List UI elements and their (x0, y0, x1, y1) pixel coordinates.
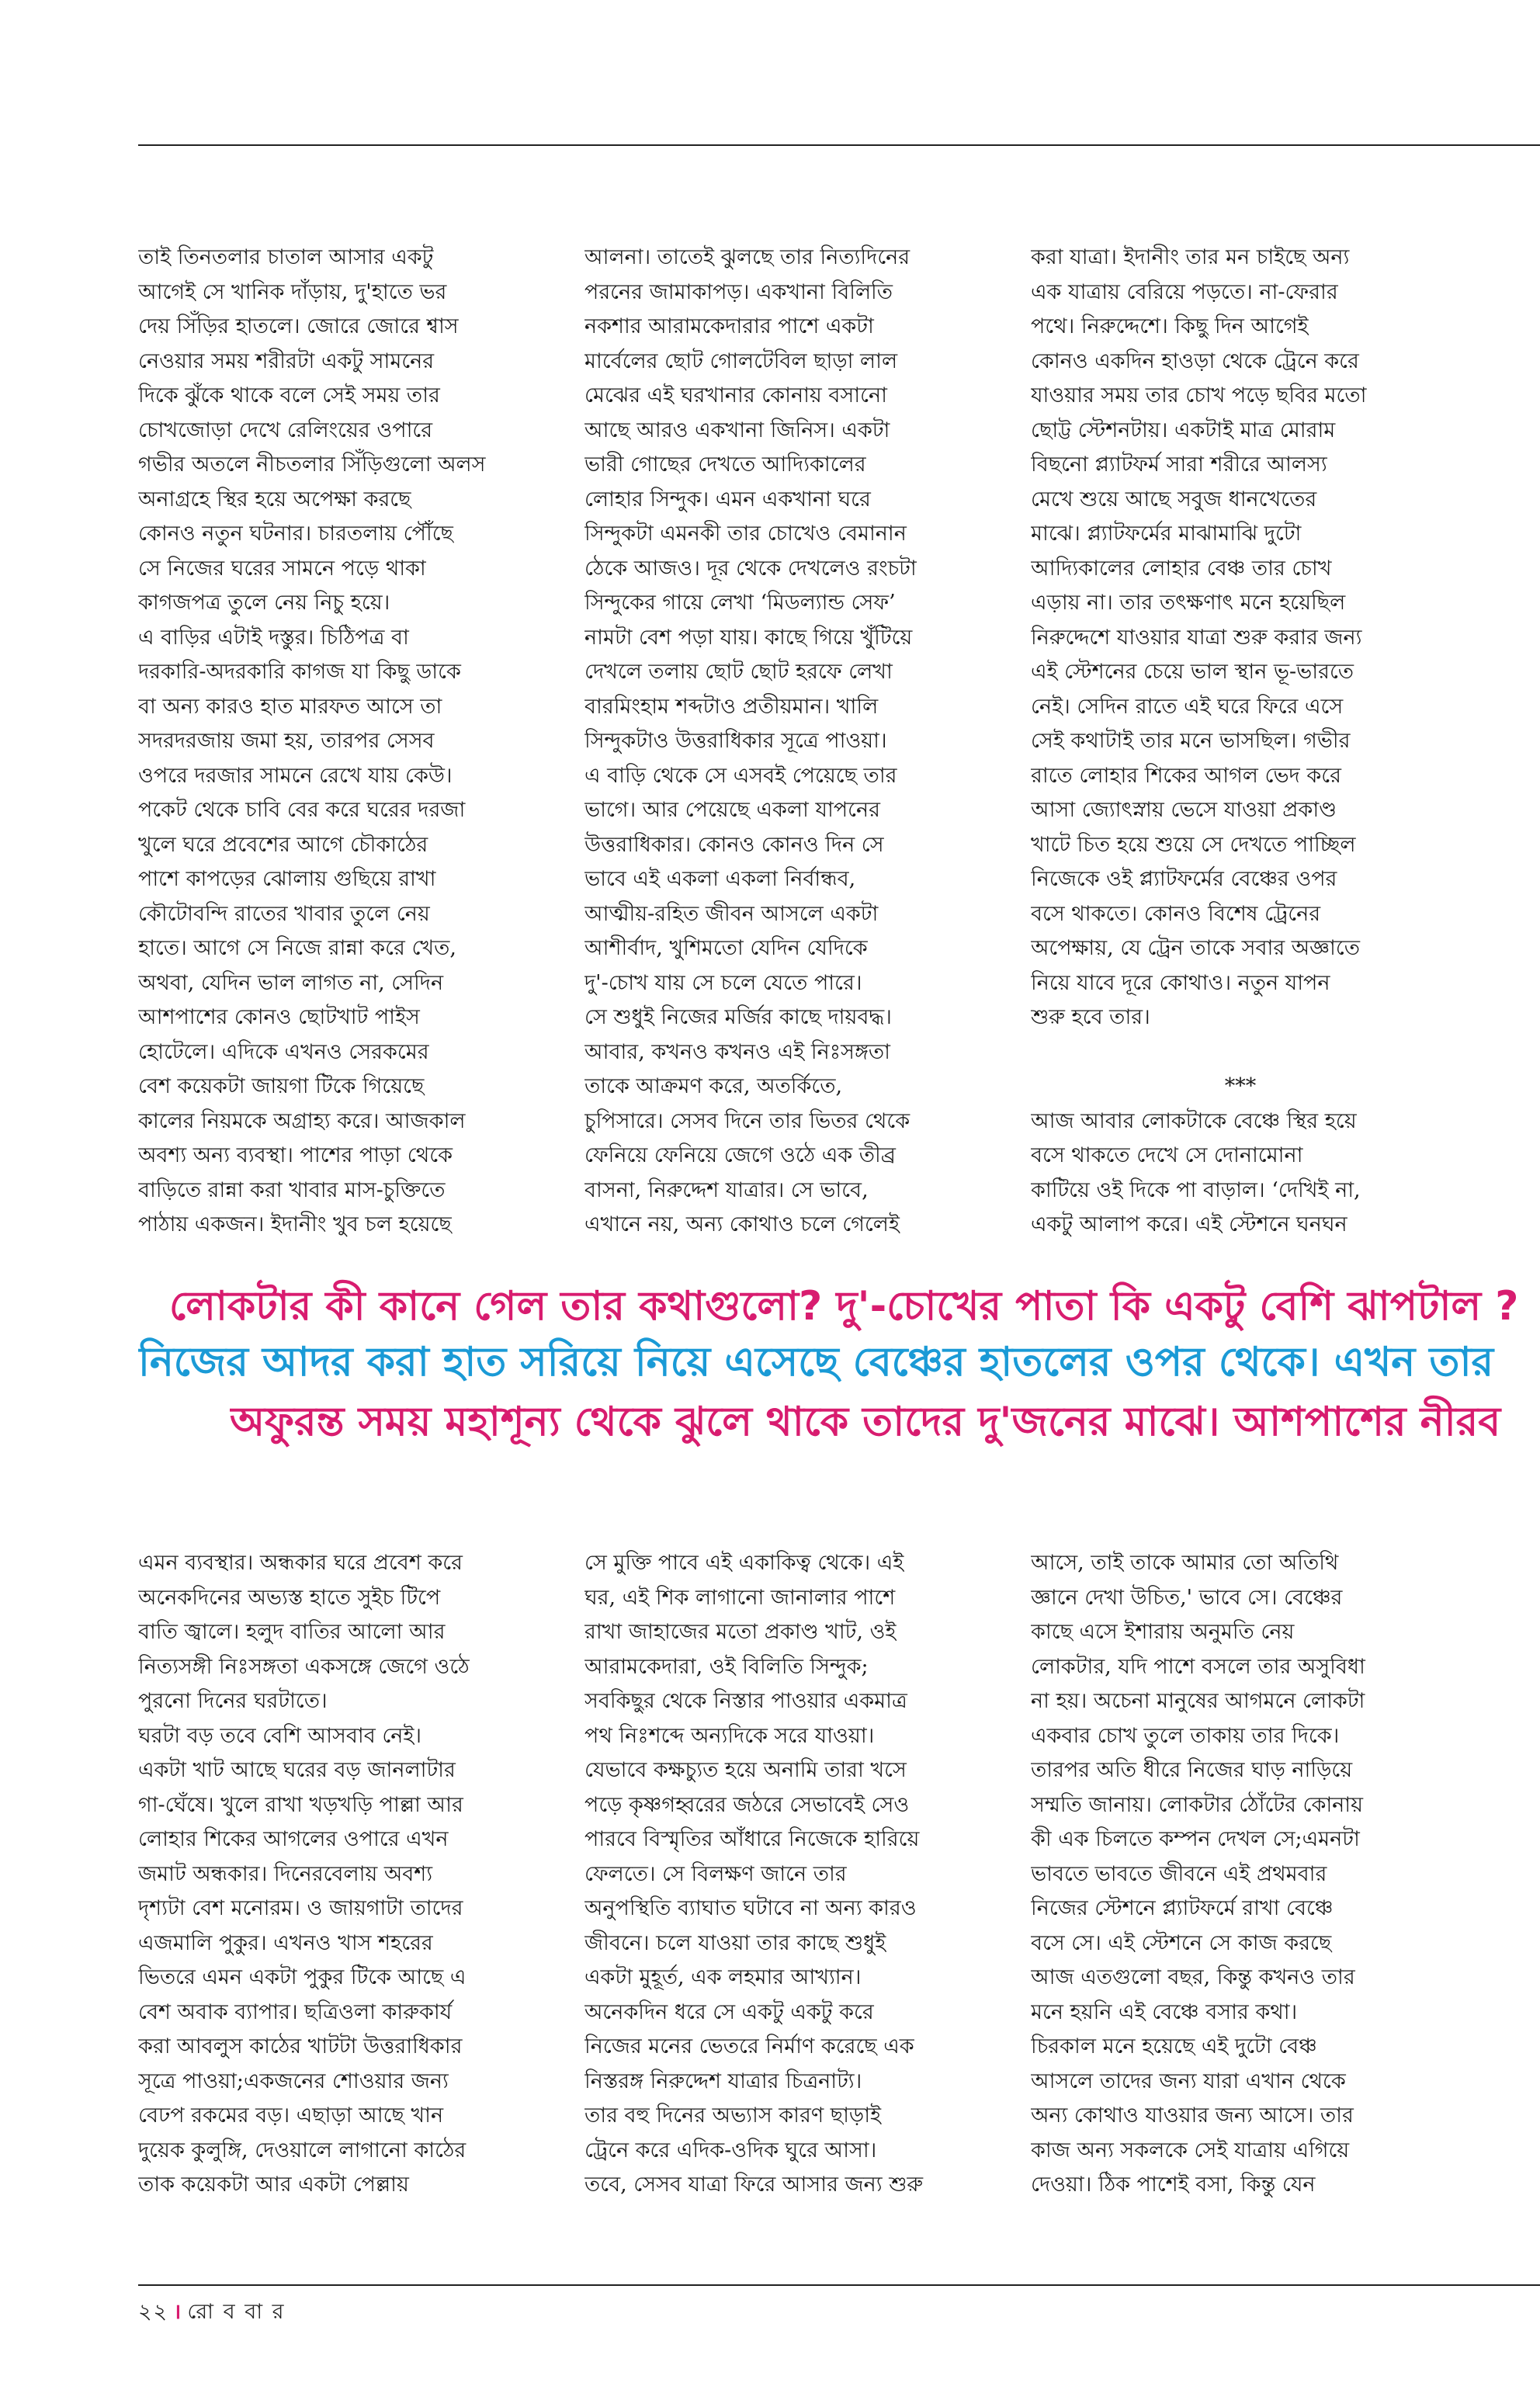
text-line (1031, 1035, 1450, 1070)
text-line: নেওয়ার সময় শরীরটা একটু সামনের (138, 349, 435, 373)
text-line: নিস্তরঙ্গ নিরুদ্দেশ যাত্রার চিত্রনাট্য। (584, 2069, 862, 2093)
text-line: ট্রেনে করে এদিক-ওদিক ঘুরে আসা। (584, 2138, 877, 2162)
bottom-rule (138, 2284, 1540, 2286)
text-line: গা-ঘেঁষে। খুলে রাখা খড়খড়ি পাল্লা আর (138, 1792, 463, 1817)
text-line: উত্তরাধিকার। কোনও কোনও দিন সে (584, 832, 884, 857)
text-line: আত্মীয়-রহিত জীবন আসলে একটা (584, 901, 879, 926)
text-line: দেখলে তলায় ছোট ছোট হরফে লেখা (584, 660, 893, 684)
text-line: জমাট অন্ধকার। দিনেরবেলায় অবশ্য (138, 1861, 433, 1886)
page-footer (138, 2296, 285, 2331)
text-line: আসা জ্যোৎস্নায় ভেসে যাওয়া প্রকাণ্ড (1031, 798, 1337, 822)
top-rule (138, 144, 1540, 146)
text-line: কৌটোবন্দি রাতের খাবার তুলে নেয় (138, 901, 430, 926)
text-line: বসে থাকতে দেখে সে দোনামোনা (1031, 1143, 1303, 1167)
text-line: পড়ে কৃষ্ণগহ্বরের জঠরে সেভাবেই সেও (584, 1792, 910, 1817)
text-line: বসে সে। এই স্টেশনে সে কাজ করছে (1031, 1930, 1332, 1955)
text-line: দৃশ্যটা বেশ মনোরম। ও জায়গাটা তাদের (138, 1896, 463, 1920)
text-line: কোনও একদিন হাওড়া থেকে ট্রেনে করে (1031, 349, 1359, 373)
text-line: ঘর, এই শিক লাগানো জানালার পাশে (584, 1585, 896, 1610)
text-line: মনে হয়নি এই বেঞ্চে বসার কথা। (1031, 1999, 1298, 2024)
text-line: বারমিংহাম শব্দটাও প্রতীয়মান। খালি (584, 694, 879, 719)
text-line: শুরু হবে তার। (1031, 1005, 1150, 1029)
text-line: আগেই সে খানিক দাঁড়ায়, দু'হাতে ভর (138, 279, 447, 304)
text-line: বা অন্য কারও হাত মারফত আসে তা (138, 694, 442, 719)
text-line: *** (1224, 1074, 1257, 1098)
text-line: নকশার আরামকেদারার পাশে একটা (584, 314, 874, 338)
text-line: নামটা বেশ পড়া যায়। কাছে গিয়ে খুঁটিয়ে (584, 625, 913, 650)
text-line: তারপর অতি ধীরে নিজের ঘাড় নাড়িয়ে (1031, 1758, 1353, 1782)
text-line: কাগজপত্র তুলে নেয় নিচু হয়ে। (138, 591, 390, 615)
text-line: গভীর অতলে নীচতলার সিঁড়িগুলো অলস (138, 453, 486, 477)
text-line: পরনের জামাকাপড়। একখানা বিলিতি (584, 279, 893, 304)
text-line: ফেনিয়ে ফেনিয়ে জেগে ওঠে এক তীব্র (584, 1143, 896, 1167)
text-line: অনেকদিনের অভ্যস্ত হাতে সুইচ টিপে (138, 1585, 441, 1610)
text-line: হোটেলে। এদিকে এখনও সেরকমের (138, 1039, 429, 1064)
text-line: পাঠায় একজন। ইদানীং খুব চল হয়েছে (138, 1212, 452, 1236)
top-column-1 (138, 241, 534, 1243)
text-line: চিরকাল মনে হয়েছে এই দুটো বেঞ্চ (1031, 2034, 1317, 2058)
text-line: বাসনা, নিরুদ্দেশ যাত্রার। সে ভাবে, (584, 1177, 869, 1202)
footer-separator: । (173, 2300, 183, 2324)
text-line: কাটিয়ে ওই দিকে পা বাড়াল। ‘দেখিই না, (1031, 1177, 1361, 1202)
text-line: বেঢপ রকমের বড়। এছাড়া আছে খান (138, 2103, 444, 2128)
bottom-column-3 (1031, 1546, 1450, 2203)
text-line: লোকটার, যদি পাশে বসলে তার অসুবিধা (1031, 1654, 1365, 1679)
text-line: ঘরটা বড় তবে বেশি আসবাব নেই। (138, 1723, 422, 1748)
text-line: বসে থাকতে। কোনও বিশেষ ট্রেনের (1031, 901, 1321, 926)
text-line: আজ আবার লোকটাকে বেঞ্চে স্থির হয়ে (1031, 1108, 1357, 1133)
text-line: মার্বেলের ছোট গোলটেবিল ছাড়া লাল (584, 349, 898, 373)
top-column-3 (1031, 241, 1450, 1243)
text-line: নিরুদ্দেশে যাওয়ার যাত্রা শুরু করার জন্য (1031, 625, 1362, 650)
text-line: পুরনো দিনের ঘরটাতে। (138, 1689, 328, 1713)
bottom-column-1 (138, 1546, 534, 2203)
text-line: নিজেকে ওই প্ল্যাটফর্মের বেঞ্চের ওপর (1031, 867, 1337, 891)
text-line: অথবা, যেদিন ভাল লাগত না, সেদিন (138, 970, 444, 995)
pull-quote-line-1: লোকটার কী কানে গেল তার কথাগুলো? দু'-চোখের পাতা কি একটু বেশি ঝাপটাল ? (169, 1283, 1519, 1330)
text-line: লোহার সিন্দুক। এমন একখানা ঘরে (584, 487, 871, 512)
text-line: যেভাবে কক্ষচ্যুত হয়ে অনামি তারা খসে (584, 1758, 907, 1782)
text-line: রাখা জাহাজের মতো প্রকাণ্ড খাট, ওই (584, 1620, 897, 1644)
text-line: তার বহু দিনের অভ্যাস কারণ ছাড়াই (584, 2103, 882, 2128)
text-line: নিজের মনের ভেতরে নির্মাণ করেছে এক (584, 2034, 914, 2058)
text-line: অবশ্য অন্য ব্যবস্থা। পাশের পাড়া থেকে (138, 1143, 453, 1167)
text-line: ভাগে। আর পেয়েছে একলা যাপনের (584, 798, 880, 822)
text-line: পথে। নিরুদ্দেশে। কিছু দিন আগেই (1031, 314, 1309, 338)
text-line: এমন ব্যবস্থার। অন্ধকার ঘরে প্রবেশ করে (138, 1551, 463, 1575)
text-line: করা যাত্রা। ইদানীং তার মন চাইছে অন্য (1031, 245, 1350, 269)
text-line: তাক কয়েকটা আর একটা পেল্লায় (138, 2173, 409, 2197)
text-line: ফেলতে। সে বিলক্ষণ জানে তার (584, 1861, 847, 1886)
text-line: পথ নিঃশব্দে অন্যদিকে সরে যাওয়া। (584, 1723, 875, 1748)
page-number: ২২ (138, 2300, 169, 2324)
text-line: দেয় সিঁড়ির হাতলে। জোরে জোরে শ্বাস (138, 314, 459, 338)
text-line: দেওয়া। ঠিক পাশেই বসা, কিন্তু যেন (1031, 2173, 1316, 2197)
text-line: ভাবতে ভাবতে জীবনে এই প্রথমবার (1031, 1861, 1327, 1886)
text-line: তাকে আক্রমণ করে, অতর্কিতে, (584, 1074, 843, 1098)
text-line: করা আবলুস কাঠের খাটটা উত্তরাধিকার (138, 2034, 463, 2058)
text-line: একটা মুহূর্ত, এক লহমার আখ্যান। (584, 1965, 862, 1989)
text-line: রাতে লোহার শিকের আগল ভেদ করে (1031, 763, 1341, 788)
text-line: একটু আলাপ করে। এই স্টেশনে ঘনঘন (1031, 1212, 1348, 1236)
text-line: লোহার শিকের আগলের ওপারে এখন (138, 1827, 449, 1851)
text-line: সে মুক্তি পাবে এই একাকিত্ব থেকে। এই (584, 1551, 904, 1575)
text-line: ঠেকে আজও। দূর থেকে দেখলেও রংচটা (584, 556, 917, 581)
text-line: এক যাত্রায় বেরিয়ে পড়তে। না-ফেরার (1031, 279, 1338, 304)
text-line: সূত্রে পাওয়া;একজনের শোওয়ার জন্য (138, 2069, 449, 2093)
text-line: অনুপস্থিতি ব্যাঘাত ঘটাবে না অন্য কারও (584, 1896, 917, 1920)
text-line: মেঝের এই ঘরখানার কোনায় বসানো (584, 383, 887, 408)
text-line: তাই তিনতলার চাতাল আসার একটু (138, 245, 434, 269)
text-line: একটা খাট আছে ঘরের বড় জানলাটার (138, 1758, 456, 1782)
text-line: আলনা। তাতেই ঝুলছে তার নিত্যদিনের (584, 245, 910, 269)
text-line: নিয়ে যাবে দূরে কোথাও। নতুন যাপন (1031, 970, 1330, 995)
text-line: দিকে ঝুঁকে থাকে বলে সেই সময় তার (138, 383, 440, 408)
text-line: নিত্যসঙ্গী নিঃসঙ্গতা একসঙ্গে জেগে ওঠে (138, 1654, 470, 1679)
text-line: আজ এতগুলো বছর, কিন্তু কখনও তার (1031, 1965, 1355, 1989)
text-line: সম্মতি জানায়। লোকটার ঠোঁটের কোনায় (1031, 1792, 1364, 1817)
text-line: এড়ায় না। তার তৎক্ষণাৎ মনে হয়েছিল (1031, 591, 1346, 615)
text-line: সদরদরজায় জমা হয়, তারপর সেসব (138, 729, 435, 753)
text-line: আবার, কখনও কখনও এই নিঃসঙ্গতা (584, 1039, 890, 1064)
text-line: একবার চোখ তুলে তাকায় তার দিকে। (1031, 1723, 1340, 1748)
text-line: চোখজোড়া দেখে রেলিংয়ের ওপারে (138, 418, 433, 442)
text-line: এজমালি পুকুর। এখনও খাস শহরের (138, 1930, 433, 1955)
text-line: ভিতরে এমন একটা পুকুর টিকে আছে এ (138, 1965, 467, 1989)
text-line: পারবে বিস্মৃতির আঁধারে নিজেকে হারিয়ে (584, 1827, 920, 1851)
text-line: আসে, তাই তাকে আমার তো অতিথি (1031, 1551, 1339, 1575)
text-line: অনেকদিন ধরে সে একটু একটু করে (584, 1999, 874, 2024)
text-line: আশপাশের কোনও ছোটখাট পাইস (138, 1005, 420, 1029)
text-line: এখানে নয়, অন্য কোথাও চলে গেলেই (584, 1212, 900, 1236)
text-line: কোনও নতুন ঘটনার। চারতলায় পৌঁছে (138, 522, 453, 546)
text-line: সে শুধুই নিজের মর্জির কাছে দায়বদ্ধ। (584, 1005, 892, 1029)
text-line: খাটে চিত হয়ে শুয়ে সে দেখতে পাচ্ছিল (1031, 832, 1356, 857)
text-line: মাঝে। প্ল্যাটফর্মের মাঝামাঝি দুটো (1031, 522, 1302, 546)
text-line: দরকারি-অদরকারি কাগজ যা কিছু ডাকে (138, 660, 461, 684)
text-line: বেশ কয়েকটা জায়গা টিকে গিয়েছে (138, 1074, 425, 1098)
text-line: জ্ঞানে দেখা উচিত,' ভাবে সে। বেঞ্চের (1031, 1585, 1343, 1610)
text-line: না হয়। অচেনা মানুষের আগমনে লোকটা (1031, 1689, 1365, 1713)
text-line: অন্য কোথাও যাওয়ার জন্য আসে। তার (1031, 2103, 1354, 2128)
text-line: পাশে কাপড়ের ঝোলায় গুছিয়ে রাখা (138, 867, 436, 891)
pull-quote-line-3: অফুরন্ত সময় মহাশূন্য থেকে ঝুলে থাকে তাদের দু'জনের মাঝে। আশপাশের নীরব (230, 1399, 1501, 1445)
section-name: রো ব বা র (187, 2300, 286, 2324)
text-line: আদ্যিকালের লোহার বেঞ্চ তার চোখ (1031, 556, 1332, 581)
text-line: এ বাড়ি থেকে সে এসবই পেয়েছে তার (584, 763, 897, 788)
text-line: মেখে শুয়ে আছে সবুজ ধানখেতের (1031, 487, 1317, 512)
text-line: আশীর্বাদ, খুশিমতো যেদিন যেদিকে (584, 936, 868, 960)
text-line: যাওয়ার সময় তার চোখ পড়ে ছবির মতো (1031, 383, 1367, 408)
text-line: পকেট থেকে চাবি বের করে ঘরের দরজা (138, 798, 466, 822)
text-line: হাতে। আগে সে নিজে রান্না করে খেত, (138, 936, 456, 960)
text-line: বিছনো প্ল্যাটফর্ম সারা শরীরে আলস্য (1031, 453, 1327, 477)
text-line: খুলে ঘরে প্রবেশের আগে চৌকাঠের (138, 832, 428, 857)
text-line: দুয়েক কুলুঙ্গি, দেওয়ালে লাগানো কাঠের (138, 2138, 467, 2162)
text-line: কাজ অন্য সকলকে সেই যাত্রায় এগিয়ে (1031, 2138, 1350, 2162)
text-line: সিন্দুকের গায়ে লেখা ‘মিডল্যান্ড সেফ’ (584, 591, 896, 615)
text-line: নিজের স্টেশনে প্ল্যাটফর্মে রাখা বেঞ্চে (1031, 1896, 1334, 1920)
text-line: তবে, সেসব যাত্রা ফিরে আসার জন্য শুরু (584, 2173, 924, 2197)
bottom-column-2 (584, 1546, 980, 2203)
text-line: সে নিজের ঘরের সামনে পড়ে থাকা (138, 556, 426, 581)
top-column-2 (584, 241, 980, 1243)
text-line: অনাগ্রহে স্থির হয়ে অপেক্ষা করছে (138, 487, 411, 512)
text-line: জীবনে। চলে যাওয়া তার কাছে শুধুই (584, 1930, 886, 1955)
text-line: বাড়িতে রান্না করা খাবার মাস-চুক্তিতে (138, 1177, 446, 1202)
text-line: বেশ অবাক ব্যাপার। ছত্রিওলা কারুকার্য (138, 1999, 453, 2024)
text-line: ভাবে এই একলা একলা নির্বান্ধব, (584, 867, 856, 891)
text-line: চুপিসারে। সেসব দিনে তার ভিতর থেকে (584, 1108, 910, 1133)
text-line: এই স্টেশনের চেয়ে ভাল স্থান ভূ-ভারতে (1031, 660, 1354, 684)
text-line: অপেক্ষায়, যে ট্রেন তাকে সবার অজ্ঞাতে (1031, 936, 1360, 960)
text-line: বাতি জ্বালে। হলুদ বাতির আলো আর (138, 1620, 446, 1644)
text-line: আরামকেদারা, ওই বিলিতি সিন্দুক; (584, 1654, 869, 1679)
pull-quote-line-2: নিজের আদর করা হাত সরিয়ে নিয়ে এসেছে বেঞ্চের হাতলের ওপর থেকে। এখন তার (138, 1339, 1494, 1386)
text-line: ওপরে দরজার সামনে রেখে যায় কেউ। (138, 763, 453, 788)
text-line: ভারী গোছের দেখতে আদ্যিকালের (584, 453, 866, 477)
text-line: ছোট্ট স্টেশনটায়। একটাই মাত্র মোরাম (1031, 418, 1336, 442)
text-line: সিন্দুকটাও উত্তরাধিকার সূত্রে পাওয়া। (584, 729, 887, 753)
text-line: সেই কথাটাই তার মনে ভাসছিল। গভীর (1031, 729, 1351, 753)
text-line: কাছে এসে ইশারায় অনুমতি নেয় (1031, 1620, 1295, 1644)
text-line: কী এক চিলতে কম্পন দেখল সে;এমনটা (1031, 1827, 1360, 1851)
text-line: এ বাড়ির এটাই দস্তুর। চিঠিপত্র বা (138, 625, 409, 650)
text-line: কালের নিয়মকে অগ্রাহ্য করে। আজকাল (138, 1108, 466, 1133)
text-line: নেই। সেদিন রাতে এই ঘরে ফিরে এসে (1031, 694, 1344, 719)
text-line: দু'-চোখ যায় সে চলে যেতে পারে। (584, 970, 862, 995)
text-line: সবকিছুর থেকে নিস্তার পাওয়ার একমাত্র (584, 1689, 907, 1713)
text-line: সিন্দুকটা এমনকী তার চোখেও বেমানান (584, 522, 907, 546)
text-line: আসলে তাদের জন্য যারা এখান থেকে (1031, 2069, 1346, 2093)
text-line: আছে আরও একখানা জিনিস। একটা (584, 418, 890, 442)
